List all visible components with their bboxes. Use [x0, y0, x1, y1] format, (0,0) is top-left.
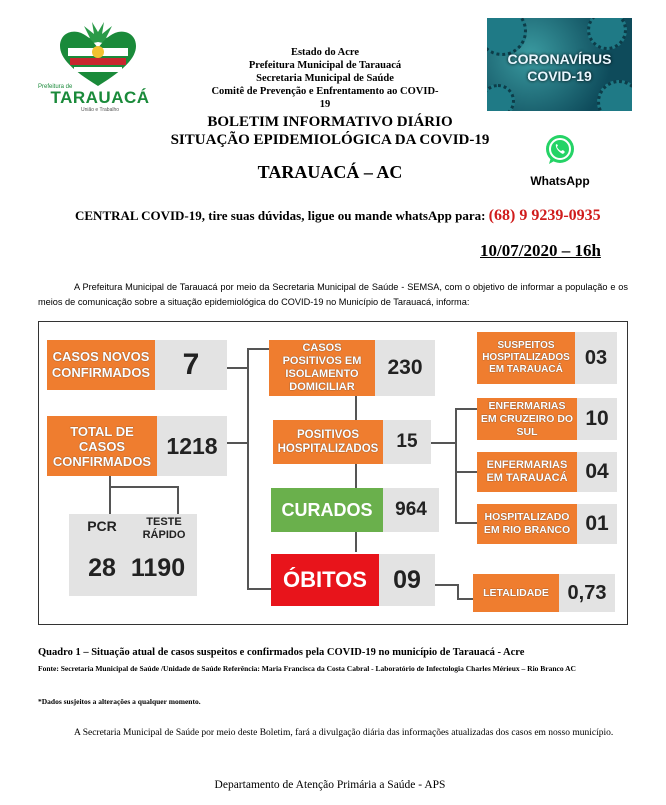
- connector-line: [455, 408, 457, 524]
- positivos-hospitalizados-label: POSITIVOS HOSPITALIZADOS: [273, 420, 383, 464]
- connector-line: [109, 486, 111, 516]
- connector-line: [247, 348, 269, 350]
- connector-line: [227, 442, 249, 444]
- connector-line: [247, 348, 249, 590]
- virus-icon: [487, 84, 515, 111]
- connector-line: [227, 367, 249, 369]
- logo-prefix: Prefeitura de: [38, 84, 73, 90]
- org-line-secretaria: Secretaria Municipal de Saúde: [256, 73, 394, 84]
- teste-rapido-value: 1190: [130, 554, 186, 582]
- isolamento-label: CASOS POSITIVOS EM ISOLAMENTO DOMICILIAR: [269, 340, 375, 396]
- coronavirus-banner: [487, 18, 632, 111]
- whatsapp-label: WhatsApp: [530, 174, 590, 188]
- total-confirmados-value: 1218: [157, 416, 227, 476]
- covid-stats-diagram: [38, 321, 628, 625]
- connector-line: [177, 486, 179, 516]
- pcr-label: PCR: [87, 518, 117, 534]
- figure-caption: Quadro 1 – Situação atual de casos suspeitos e confirmados pela COVID-19 no município de Tarauacá - Acre: [38, 647, 525, 658]
- connector-line: [457, 598, 473, 600]
- disclaimer-note: *Dados susjeitos a alterações a qualquer momento.: [38, 697, 201, 706]
- bulletin-title: [150, 113, 510, 149]
- enfermarias-tarauaca-value: 04: [577, 452, 617, 492]
- suspeitos-value: 03: [575, 332, 617, 384]
- municipality-logo: [30, 14, 170, 113]
- curados-value: 964: [383, 488, 439, 532]
- teste-rapido-label: TESTE RÁPIDO: [142, 516, 186, 541]
- novos-confirmados-value: 7: [155, 340, 227, 390]
- logo-slogan: União e Trabalho: [80, 107, 120, 113]
- closing-paragraph: A Secretaria Municipal de Saúde por meio deste Boletim, fará a divulgação diária das informações atualizadas dos casos em nosso município.: [74, 728, 614, 738]
- org-line-comite: Comitê de Prevenção e Enfrentamento ao COVID-19: [211, 86, 439, 110]
- virus-icon: [597, 80, 632, 111]
- whatsapp-icon: [543, 133, 577, 167]
- organization-block: [210, 46, 440, 111]
- enfermarias-czs-value: 10: [577, 398, 617, 440]
- positivos-hospitalizados-value: 15: [383, 420, 431, 464]
- connector-line: [431, 584, 459, 586]
- enfermarias-czs-label: ENFERMARIAS EM CRUZEIRO DO SUL: [477, 398, 577, 440]
- novos-confirmados-label: CASOS NOVOS CONFIRMADOS: [47, 340, 155, 390]
- org-line-prefeitura: Prefeitura Municipal de Tarauacá: [248, 60, 402, 71]
- city-heading: TARAUACÁ – AC: [257, 162, 403, 182]
- pcr-value: 28: [88, 554, 116, 582]
- suspeitos-label: SUSPEITOS HOSPITALIZADOS EM TARAUACÁ: [477, 332, 575, 384]
- connector-line: [109, 486, 179, 488]
- letalidade-label: LETALIDADE: [473, 574, 559, 612]
- connector-line: [455, 522, 477, 524]
- rio-branco-value: 01: [577, 504, 617, 544]
- heart-emblem-icon: [52, 18, 144, 88]
- connector-line: [455, 471, 477, 473]
- rio-branco-label: HOSPITALIZADO EM RIO BRANCO: [477, 504, 577, 544]
- banner-line-1: CORONAVÍRUS: [507, 51, 612, 67]
- letalidade-value: 0,73: [559, 574, 615, 612]
- connector-line: [355, 395, 357, 421]
- central-phone[interactable]: (68) 9 9239-0935: [488, 207, 601, 224]
- intro-paragraph: A Prefeitura Municipal de Tarauacá por meio da Secretaria Municipal de Saúde - SEMSA, com o objetivo de informar a população e os meios de comunicação sobre a situação epidemiológica do COVID-19 no Município de Tarauacá, informa:: [38, 282, 628, 307]
- department-signature: Departamento de Atenção Primária a Saúde - APS: [214, 779, 446, 791]
- enfermarias-tarauaca-label: ENFERMARIAS EM TARAUACÁ: [477, 452, 577, 492]
- whatsapp-badge: [520, 133, 600, 189]
- connector-line: [355, 532, 357, 552]
- central-contact: [75, 207, 635, 225]
- title-line-1: BOLETIM INFORMATIVO DIÁRIO: [207, 114, 453, 130]
- connector-line: [431, 442, 457, 444]
- curados-label: CURADOS: [271, 488, 383, 532]
- obitos-label: ÓBITOS: [271, 554, 379, 606]
- total-confirmados-label: TOTAL DE CASOS CONFIRMADOS: [47, 416, 157, 476]
- title-line-2: SITUAÇÃO EPIDEMIOLÓGICA DA COVID-19: [170, 132, 490, 148]
- bulletin-date: 10/07/2020 – 16h: [480, 241, 601, 260]
- connector-line: [455, 408, 477, 410]
- banner-line-2: COVID-19: [527, 68, 592, 84]
- logo-name: TARAUACÁ: [50, 88, 150, 107]
- connector-line: [355, 464, 357, 488]
- virus-icon: [587, 18, 627, 50]
- source-note: Fonte: Secretaria Municipal de Saúde /Unidade de Saúde Referência: Maria Francisca da Costa Cabral - Laboratório de Infectologia Charles Mérieux – Rio Branco AC: [38, 664, 576, 673]
- central-text: CENTRAL COVID-19, tire suas dúvidas, ligue ou mande whatsApp para:: [75, 208, 489, 223]
- connector-line: [247, 588, 271, 590]
- org-line-state: Estado do Acre: [290, 47, 360, 58]
- isolamento-value: 230: [375, 340, 435, 396]
- obitos-value: 09: [379, 554, 435, 606]
